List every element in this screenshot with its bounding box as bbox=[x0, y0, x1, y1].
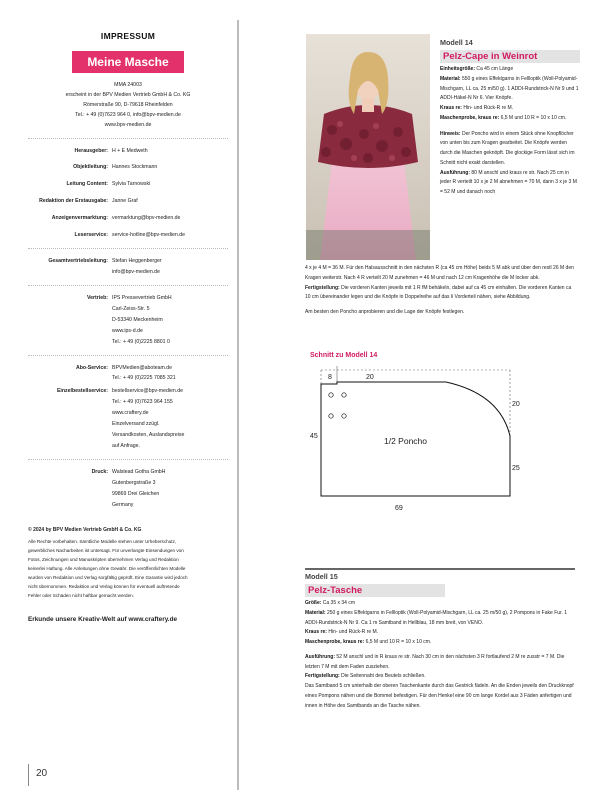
staff-value: service-hotline@bpv-medien.de bbox=[112, 232, 186, 239]
block-line: Walstead Gotha GmbH bbox=[112, 468, 166, 475]
legal-line: keinerlei Haftung. Alle Anleitungen ohne Gewähr. Die veröffentlichten Modelle bbox=[28, 566, 186, 572]
button-mark bbox=[342, 414, 346, 418]
vertrieb-block bbox=[28, 293, 228, 348]
spec-value: Ca 35 x 34 cm bbox=[321, 600, 356, 606]
block-role: Einzelbestellservice: bbox=[56, 388, 108, 395]
dim-label: 20 bbox=[366, 374, 374, 381]
spec-key: Material: bbox=[440, 75, 461, 82]
block-line: www.craftery.de bbox=[112, 410, 149, 417]
block-line: Carl-Zeiss-Str. 5 bbox=[112, 305, 150, 312]
block-role: Abo-Service: bbox=[76, 364, 108, 371]
dim-label: 8 bbox=[328, 374, 332, 381]
section-rule bbox=[305, 568, 575, 570]
spec-key: Größe: bbox=[305, 600, 322, 606]
address-line: Tel.: + 49 (0)7623 964 0, info@bpv-medien.de bbox=[75, 111, 181, 118]
gesamtvertrieb-block bbox=[28, 256, 228, 278]
column-divider bbox=[237, 20, 239, 790]
spec-key: Fertigstellung: bbox=[305, 284, 340, 291]
model-label: Modell 14 bbox=[440, 38, 473, 47]
tip-text: Am besten den Poncho anprobieren und die Lage der Knöpfe festlegen. bbox=[305, 309, 465, 315]
dim-label: 45 bbox=[310, 433, 318, 440]
impressum-column bbox=[28, 30, 228, 625]
staff-role: Leserservice: bbox=[74, 232, 108, 239]
spec-key: Einheitsgröße: bbox=[440, 66, 476, 72]
dim-label: 20 bbox=[512, 401, 520, 408]
block-line: Einzelversand zzügl. bbox=[112, 421, 160, 428]
staff-list bbox=[28, 146, 228, 242]
publisher-address bbox=[28, 81, 228, 130]
staff-role: Leitung Content: bbox=[66, 181, 108, 188]
divider bbox=[28, 285, 228, 286]
address-line: Römerstraße 90, D-79618 Rheinfelden bbox=[83, 101, 173, 108]
spec-key: Ausführung: bbox=[305, 653, 335, 660]
spec-key: Material: bbox=[305, 609, 326, 616]
spec-value: Die Seitennaht des Beutels schließen. bbox=[339, 673, 426, 680]
legal-line: gewerbliches Nacharbeiten ist untersagt. Für unverlangte Einsendungen von bbox=[28, 548, 184, 554]
model-title-bar bbox=[440, 50, 580, 63]
model-photo bbox=[306, 34, 430, 260]
staff-role: Objektleitung: bbox=[73, 164, 108, 171]
page-number: 20 bbox=[36, 768, 48, 779]
block-role: Druck: bbox=[91, 468, 108, 475]
staff-role: Redaktion der Erstausgabe: bbox=[39, 198, 108, 205]
block-line: www.ips-d.de bbox=[112, 327, 143, 334]
block-line: auf Anfrage. bbox=[112, 442, 140, 449]
block-line: BPVMedien@aboteam.de bbox=[112, 364, 173, 371]
block-line: Tel.: + 49 (0)2225 8801 0 bbox=[112, 338, 170, 345]
block-line: bestellservice@bpv-medien.de bbox=[112, 388, 184, 395]
spec-key: Ausführung: bbox=[440, 169, 470, 176]
legal-line: Fotos, Zeichnungen und Manuskripten übernehmen Verlag und Redaktion bbox=[28, 557, 179, 563]
spec-key: Kraus re: bbox=[305, 629, 327, 636]
block-line: Stefan Heggenberger bbox=[112, 258, 162, 265]
address-line: MMA 24003 bbox=[114, 82, 142, 89]
staff-value: Hannes Stockmann bbox=[112, 164, 158, 171]
block-line: Tel.: + 49 (0)7623 964 155 bbox=[112, 399, 173, 406]
spec-value: Hin- und Rück-R re M. bbox=[326, 629, 379, 636]
spec-value: Hin- und Rück-R re M. bbox=[461, 105, 514, 111]
dim-label: 69 bbox=[395, 505, 403, 512]
spec-key: Hinweis: bbox=[440, 130, 461, 137]
spec-key: Kraus re: bbox=[440, 105, 462, 111]
legal-notice bbox=[28, 527, 228, 601]
model15-section bbox=[305, 568, 575, 711]
copyright: © 2024 by BPV Medien Vertrieb GmbH & Co. KG bbox=[28, 526, 142, 533]
model14-section bbox=[440, 38, 580, 198]
pattern-title: Schnitt zu Modell 14 bbox=[310, 352, 378, 359]
staff-value: H + E Medweth bbox=[112, 147, 148, 154]
spec-value: Ca 45 cm Länge bbox=[475, 66, 514, 72]
craftery-cta: Erkunde unsere Kreativ-Welt auf www.craftery.de bbox=[28, 616, 178, 624]
einzelbestell-block bbox=[28, 386, 228, 452]
block-line: info@bpv-medien.de bbox=[112, 269, 160, 275]
model-title: Pelz-Cape in Weinrot bbox=[443, 51, 538, 62]
divider bbox=[28, 248, 228, 249]
block-line: D-53340 Meckenheim bbox=[112, 316, 163, 323]
druck-block bbox=[28, 467, 228, 511]
model14-ausfuehrung bbox=[440, 169, 580, 198]
spec-value: 52 M anschl und in R kraus re str. Nach 30 cm in den nächsten 3 R fortlaufend 2 M re zusstr = 7 M. Die letzten 7 M mit dem Faden zusziehen. bbox=[305, 653, 565, 670]
legal-line: Fehler oder Schäden nicht haftbar gemacht werden. bbox=[28, 593, 134, 599]
model14-wide-text bbox=[305, 264, 575, 318]
impressum-title: IMPRESSUM bbox=[100, 31, 156, 41]
spec-value: 6,5 M und 10 R = 10 x 10 cm. bbox=[364, 639, 432, 645]
dim-label: 25 bbox=[512, 465, 520, 472]
spec-value: 80 M anschl und kraus re str. Nach 25 cm in jeder R verteilt 10 x je 2 M abnehmen = 70 M, dann 3 x je 3 M = 52 M und danach noch bbox=[440, 169, 577, 195]
page-number-rule bbox=[28, 764, 29, 786]
block-line: 99869 Drei Gleichen bbox=[112, 490, 160, 497]
model-photo-illustration bbox=[306, 34, 430, 260]
address-line: erscheint in der BPV Medien Vertrieb GmbH & Co. KG bbox=[65, 92, 191, 99]
legal-line: wurden von Redaktion und Verlag sorgfältig geprüft. Eine Garantie wird jedoch bbox=[28, 575, 188, 581]
instruction-text: Das Samtband 5 cm unterhalb der oberen Taschenkante durch das Gestrick fädeln. An die Enden jeweils den Druckknopf eines Pompons nähen und die Bommel befestigen. Für den Henkel eine 90 cm lange Kordel aus 3 Fäden anfertigen und innen in Höhe des Samtbands an die Tasche nähen. bbox=[305, 683, 574, 709]
block-role: Gesamtvertriebsleitung: bbox=[48, 258, 108, 265]
spec-key: Fertigstellung: bbox=[305, 673, 340, 680]
staff-value: vermarktung@bpv-medien.de bbox=[112, 215, 181, 222]
block-line: Versandkosten, Auslandspreise bbox=[112, 432, 185, 439]
abo-block bbox=[28, 363, 228, 385]
model-title: Pelz-Tasche bbox=[308, 585, 363, 596]
address-line: www.bpv-medien.de bbox=[104, 121, 152, 128]
block-line: Germany bbox=[112, 501, 134, 508]
spec-value: 6,5 M und 10 R = 10 x 10 cm. bbox=[499, 114, 567, 121]
staff-role: Herausgeber: bbox=[74, 147, 108, 154]
staff-value: Janne Graf bbox=[112, 198, 138, 205]
divider bbox=[28, 138, 228, 139]
block-line: IPS Pressevertrieb GmbH bbox=[112, 294, 172, 301]
legal-line: Alle Rechte vorbehalten. Sämtliche Modelle stehen unter Urheberschutz, bbox=[28, 539, 177, 545]
divider bbox=[28, 355, 228, 356]
button-mark bbox=[329, 414, 333, 418]
spec-value: 550 g eines Effektgarns in Fellloptik (Woll-Polyamid-Mischgarn, LL ca. 25 m/50 g). 1 ADDI-Rundstrick-N Nr 9 und 1 ADDI-Häkel-N Nr 6. Vier Knöpfe. bbox=[440, 75, 579, 102]
block-line: Gutenbergstraße 3 bbox=[112, 479, 156, 486]
spec-value: Der Poncho wird in einem Stück ohne Knopflöcher von unten bis zum Kragen gearbeitet. Die Knöpfe werden durch die Maschen geknöpft. Die glockige Form lässt sich im Schnitt nicht exakt darstellen. bbox=[440, 130, 575, 166]
divider bbox=[28, 459, 228, 460]
button-mark bbox=[329, 393, 333, 397]
legal-line: nicht übernommen. Redaktion und Verlag können für eventuell auftretende bbox=[28, 584, 180, 590]
spec-value: 250 g eines Effektgarns in Fellloptik (Woll-Polyamid-Mischgarn, LL ca. 25 m/50 g), 2 Pompons in Fake Fur. 1 ADDI-Rundstrick-N Nr 9. Ca 1 m Samtband in Hellblau, 18 mm breit, von VENO. bbox=[305, 609, 567, 626]
spec-key: Maschenprobe, kraus re: bbox=[305, 639, 365, 645]
instruction-text: 4 x je 4 M = 36 M. Für den Halsausschnitt in den nächsten R (ca 45 cm Höhe) beids 5 M abk und über den restl 26 M den Kragen weiterstr. Nach 4 R verteilt 20 M zunehmen = 46 M und nach 12 cm Kragenhöhe die M locker abk. bbox=[305, 265, 574, 281]
model-title-bar bbox=[305, 584, 445, 597]
block-role: Vertrieb: bbox=[86, 294, 108, 301]
spec-key: Maschenprobe, kraus re: bbox=[440, 114, 500, 121]
magazine-logo: Meine Masche bbox=[72, 51, 184, 73]
button-mark bbox=[342, 393, 346, 397]
staff-value: Sylvia Tarnowski bbox=[112, 181, 151, 188]
model14-hinweis bbox=[440, 130, 580, 169]
pattern-piece-label: 1/2 Poncho bbox=[384, 436, 428, 446]
poncho-pattern-diagram bbox=[300, 362, 590, 512]
model14-specs bbox=[440, 65, 580, 124]
block-line: Tel.: + 49 (0)2225 7085 321 bbox=[112, 375, 176, 382]
staff-role: Anzeigenvermarktung: bbox=[51, 215, 108, 222]
spec-value: Die vorderen Kanten jeweils mit 1 R fM behäkeln, dabei auf ca 45 cm einhalten. Die vorderen Kanten ca 10 cm übereinander legen und die Knöpfe in Doppelreihe auf das li Vorderteil nähen, siehe Abbildung. bbox=[305, 284, 572, 301]
model15-instructions bbox=[305, 653, 575, 712]
model-label: Modell 15 bbox=[305, 572, 338, 581]
model15-specs bbox=[305, 599, 575, 648]
